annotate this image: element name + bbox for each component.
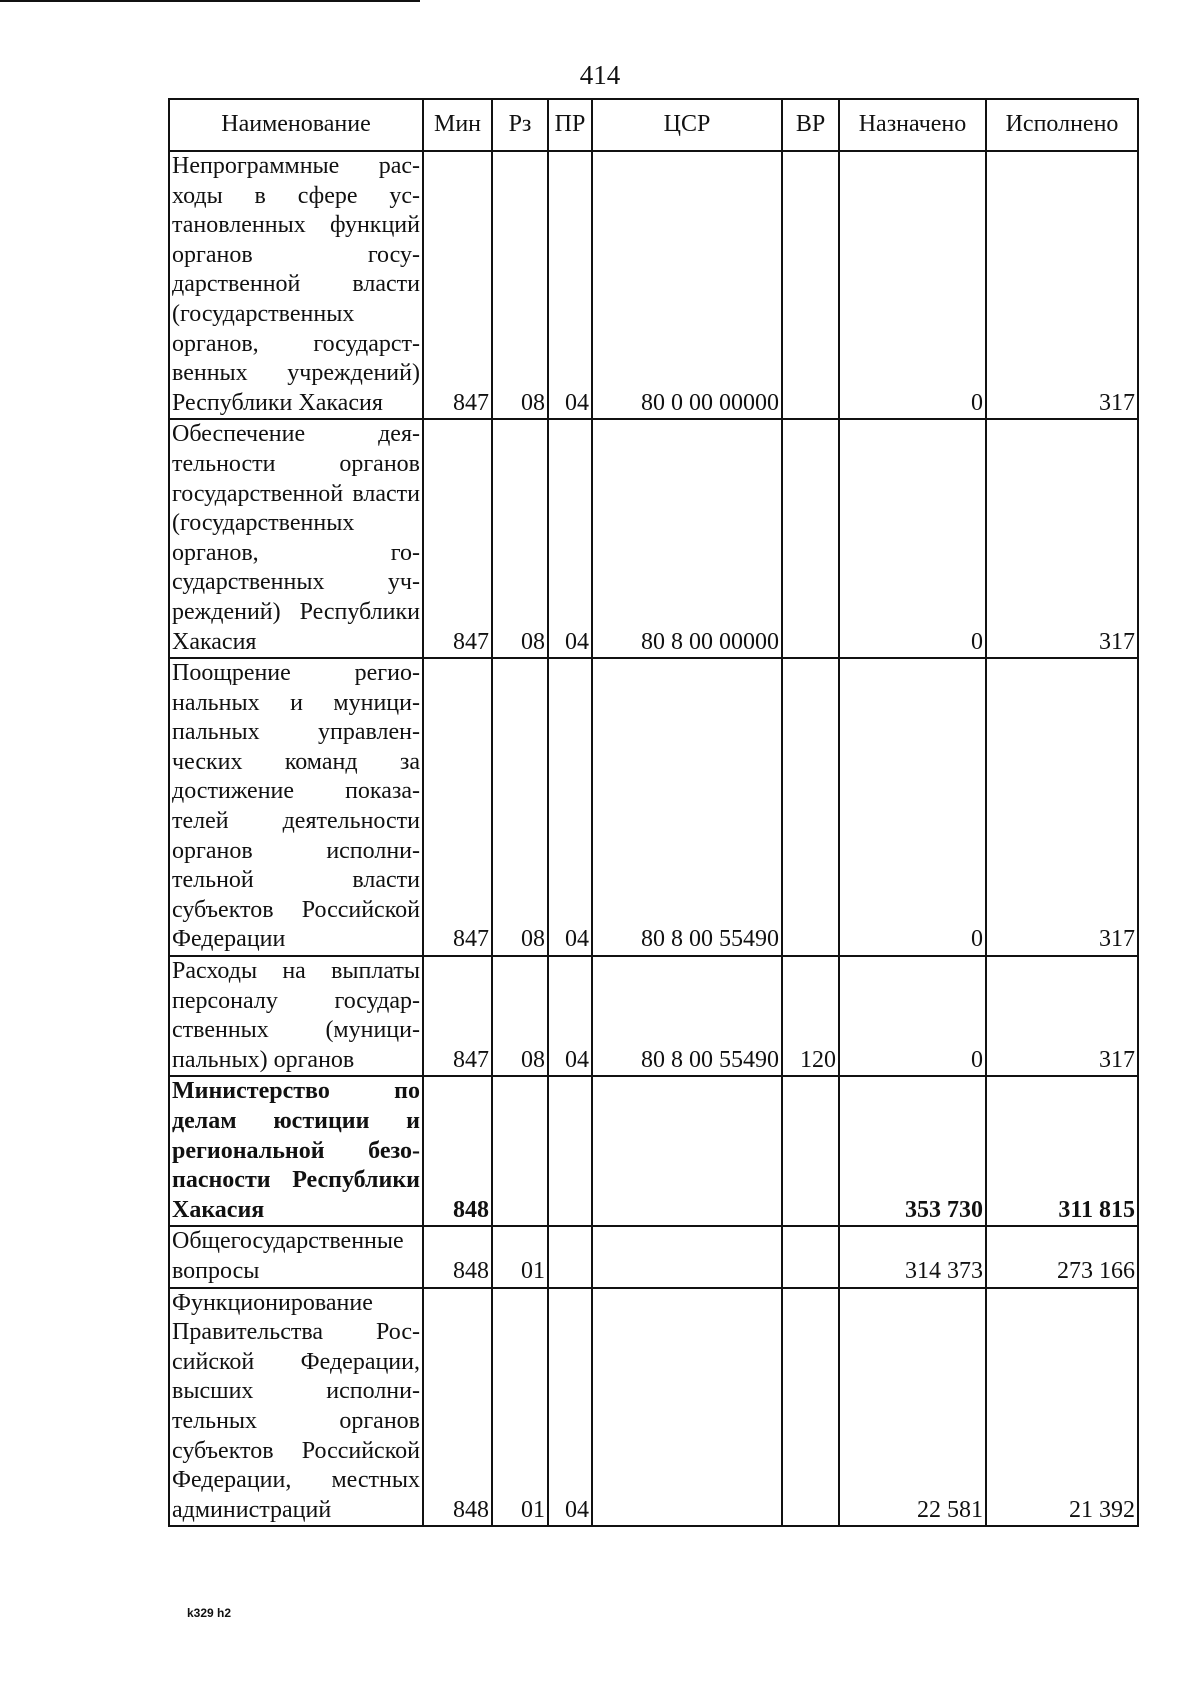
table-row bbox=[169, 419, 1138, 658]
cell-rz bbox=[492, 1076, 548, 1226]
cell-executed: 317 bbox=[986, 658, 1138, 956]
cell-name: Непрограммные расходы в сфере установленных функций органов государственной власти (государственных органов, государственных учреждений) Республики Хакасия bbox=[169, 151, 423, 419]
cell-pr: 04 bbox=[548, 419, 592, 658]
cell-csr: 80 8 00 55490 bbox=[592, 956, 782, 1076]
cell-rz: 08 bbox=[492, 419, 548, 658]
cell-executed: 317 bbox=[986, 151, 1138, 419]
cell-name: Общегосударственные вопросы bbox=[169, 1226, 423, 1287]
cell-assigned: 314 373 bbox=[839, 1226, 986, 1287]
cell-csr bbox=[592, 1288, 782, 1527]
cell-min: 847 bbox=[423, 419, 492, 658]
cell-min: 848 bbox=[423, 1076, 492, 1226]
cell-vr bbox=[782, 419, 839, 658]
cell-min: 848 bbox=[423, 1288, 492, 1527]
header-csr: ЦСР bbox=[592, 99, 782, 151]
cell-assigned: 22 581 bbox=[839, 1288, 986, 1527]
cell-pr bbox=[548, 1226, 592, 1287]
page-number: 414 bbox=[579, 60, 621, 90]
budget-table bbox=[168, 98, 1139, 1527]
table-row bbox=[169, 151, 1138, 419]
header-pr: ПР bbox=[548, 99, 592, 151]
cell-name: Расходы на выплаты персоналу государственных (муниципальных) органов bbox=[169, 956, 423, 1076]
cell-rz: 08 bbox=[492, 956, 548, 1076]
cell-vr bbox=[782, 151, 839, 419]
table-row bbox=[169, 1076, 1138, 1226]
cell-rz: 08 bbox=[492, 151, 548, 419]
cell-assigned: 0 bbox=[839, 956, 986, 1076]
cell-csr: 80 8 00 55490 bbox=[592, 658, 782, 956]
cell-pr: 04 bbox=[548, 658, 592, 956]
cell-pr bbox=[548, 1076, 592, 1226]
cell-executed: 311 815 bbox=[986, 1076, 1138, 1226]
cell-min: 847 bbox=[423, 151, 492, 419]
cell-vr bbox=[782, 1076, 839, 1226]
cell-vr bbox=[782, 1226, 839, 1287]
cell-min: 848 bbox=[423, 1226, 492, 1287]
cell-pr: 04 bbox=[548, 1288, 592, 1527]
cell-rz: 01 bbox=[492, 1288, 548, 1527]
header-rz: Рз bbox=[492, 99, 548, 151]
cell-vr bbox=[782, 658, 839, 956]
cell-executed: 21 392 bbox=[986, 1288, 1138, 1527]
cell-min: 847 bbox=[423, 956, 492, 1076]
cell-assigned: 0 bbox=[839, 419, 986, 658]
table-row bbox=[169, 1226, 1138, 1287]
table-row bbox=[169, 1288, 1138, 1527]
header-vr: ВР bbox=[782, 99, 839, 151]
header-name: Наименование bbox=[169, 99, 423, 151]
cell-assigned: 353 730 bbox=[839, 1076, 986, 1226]
header-executed: Исполнено bbox=[986, 99, 1138, 151]
cell-vr: 120 bbox=[782, 956, 839, 1076]
table-body bbox=[169, 151, 1138, 1526]
cell-rz: 01 bbox=[492, 1226, 548, 1287]
table-row bbox=[169, 658, 1138, 956]
header-assigned: Назначено bbox=[839, 99, 986, 151]
table-header-row bbox=[169, 99, 1138, 151]
table-row bbox=[169, 956, 1138, 1076]
cell-rz: 08 bbox=[492, 658, 548, 956]
cell-vr bbox=[782, 1288, 839, 1527]
cell-executed: 273 166 bbox=[986, 1226, 1138, 1287]
cell-name: Функционирование Правительства Российской Федерации, высших исполнительных органов субъектов Российской Федерации, местных администраций bbox=[169, 1288, 423, 1527]
cell-csr: 80 8 00 00000 bbox=[592, 419, 782, 658]
cell-csr: 80 0 00 00000 bbox=[592, 151, 782, 419]
cell-assigned: 0 bbox=[839, 151, 986, 419]
footer-code: k329 h2 bbox=[187, 1606, 232, 1620]
cell-name: Обеспечение деятельности органов государственной власти (государственных органов, государственных учреждений) Республики Хакасия bbox=[169, 419, 423, 658]
scan-edge-line bbox=[0, 0, 420, 2]
cell-pr: 04 bbox=[548, 956, 592, 1076]
cell-name: Министерство по делам юстиции и региональной безопасности Республики Хакасия bbox=[169, 1076, 423, 1226]
cell-assigned: 0 bbox=[839, 658, 986, 956]
header-min: Мин bbox=[423, 99, 492, 151]
cell-name: Поощрение региональных и муниципальных управленческих команд за достижение показателей деятельности органов исполнительной власти субъектов Российской Федерации bbox=[169, 658, 423, 956]
cell-executed: 317 bbox=[986, 956, 1138, 1076]
cell-executed: 317 bbox=[986, 419, 1138, 658]
cell-csr bbox=[592, 1076, 782, 1226]
cell-min: 847 bbox=[423, 658, 492, 956]
cell-pr: 04 bbox=[548, 151, 592, 419]
cell-csr bbox=[592, 1226, 782, 1287]
